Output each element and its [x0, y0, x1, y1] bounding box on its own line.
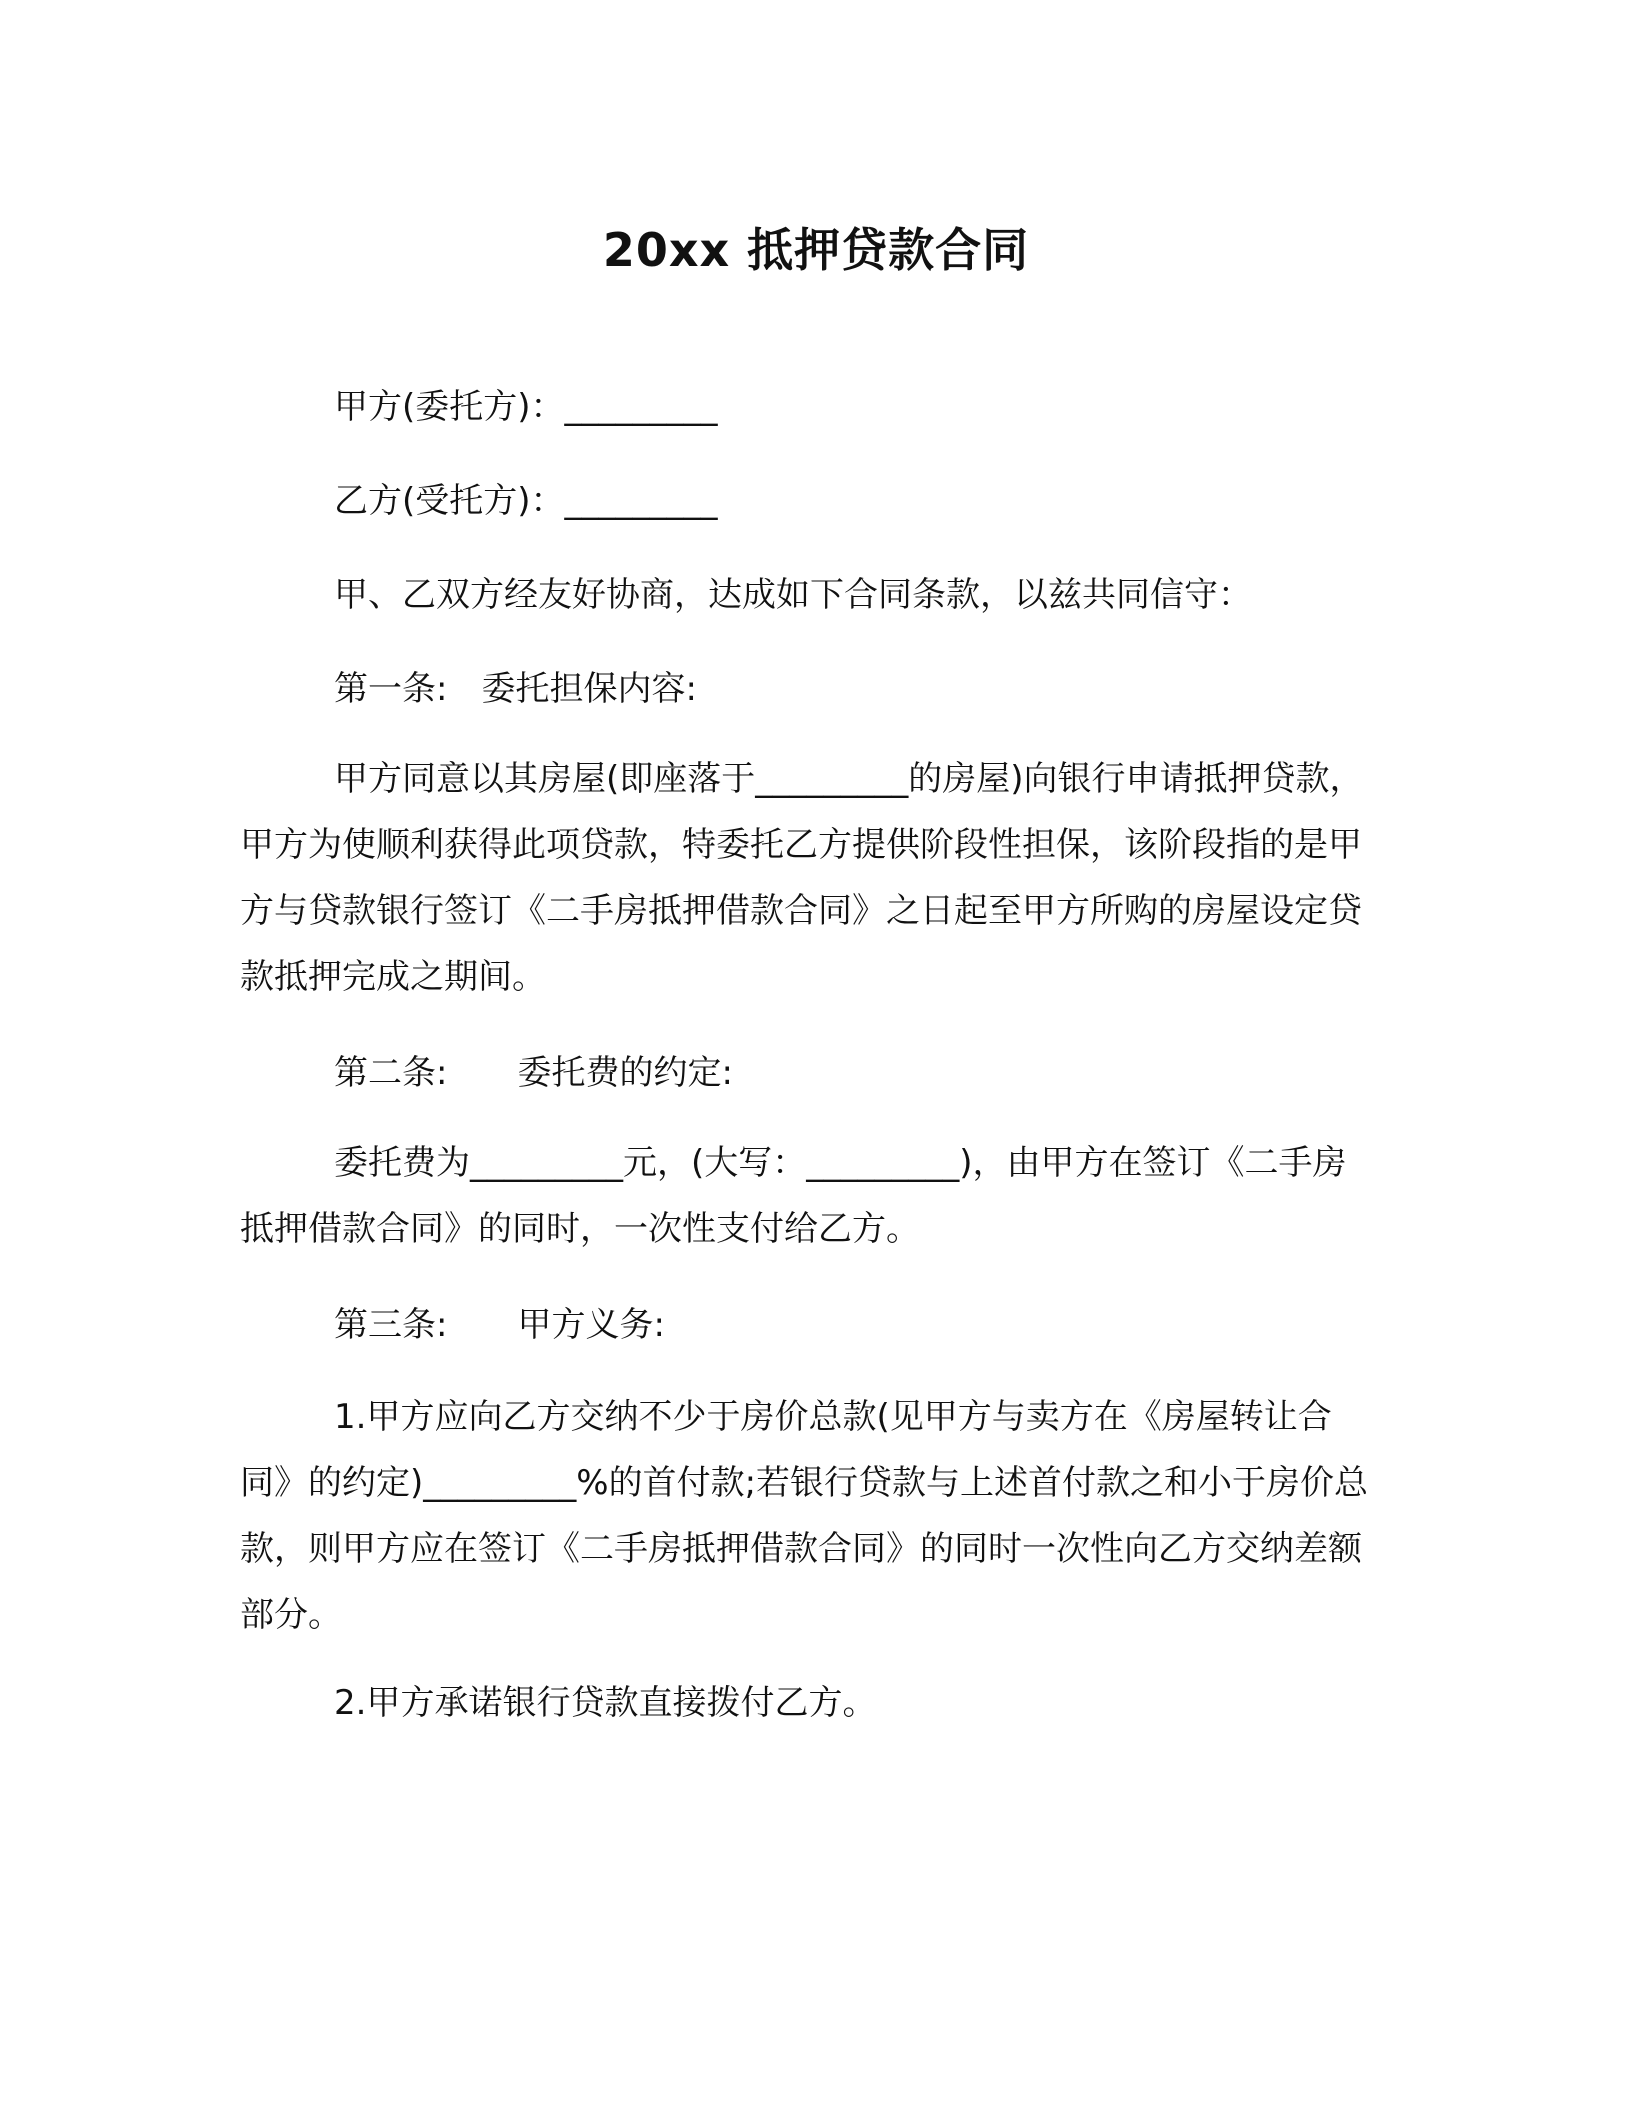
article2-heading: 第二条: [334, 1053, 448, 1093]
article1-heading-title: 委托担保内容: [481, 669, 697, 709]
article3-item1: 1.甲方应向乙方交纳不少于房价总款(见甲方与卖方在《房屋转让合同》的约定)_________%的首付款;若银行贷款与上述首付款之和小于房价总款，则甲方应在签订《二手房抵押借款合同》的同时一次性向乙方交纳差额部分。 [240, 1397, 1369, 1635]
article3-heading-line [334, 1292, 665, 1358]
party-b-line: 乙方(受托方)：_________ [334, 481, 718, 521]
article2-heading-title: 委托费的约定: [517, 1053, 733, 1093]
article1-body: 甲方同意以其房屋(即座落于_________的房屋)向银行申请抵押贷款，甲方为使顺利获得此项贷款，特委托乙方提供阶段性担保，该阶段指的是甲方与贷款银行签订《二手房抵押借款合同》之日起至甲方所购的房屋设定贷款抵押完成之期间。 [240, 759, 1364, 997]
article3-heading-title: 甲方义务: [517, 1305, 665, 1345]
document-title: 20xx 抵押贷款合同 [602, 223, 1030, 277]
article2-body: 委托费为_________元，(大写：_________)，由甲方在签订《二手房抵押借款合同》的同时，一次性支付给乙方。 [240, 1143, 1347, 1249]
party-a-line: 甲方(委托方)：_________ [334, 387, 718, 427]
article3-heading: 第三条: [334, 1305, 448, 1345]
article2-heading-line [334, 1040, 733, 1106]
article1-heading-line [334, 656, 697, 722]
article3-item2: 2.甲方承诺银行贷款直接拨付乙方。 [334, 1683, 877, 1723]
preamble: 甲、乙双方经友好协商，达成如下合同条款，以兹共同信守： [334, 575, 1252, 615]
article1-heading: 第一条: [334, 669, 448, 709]
